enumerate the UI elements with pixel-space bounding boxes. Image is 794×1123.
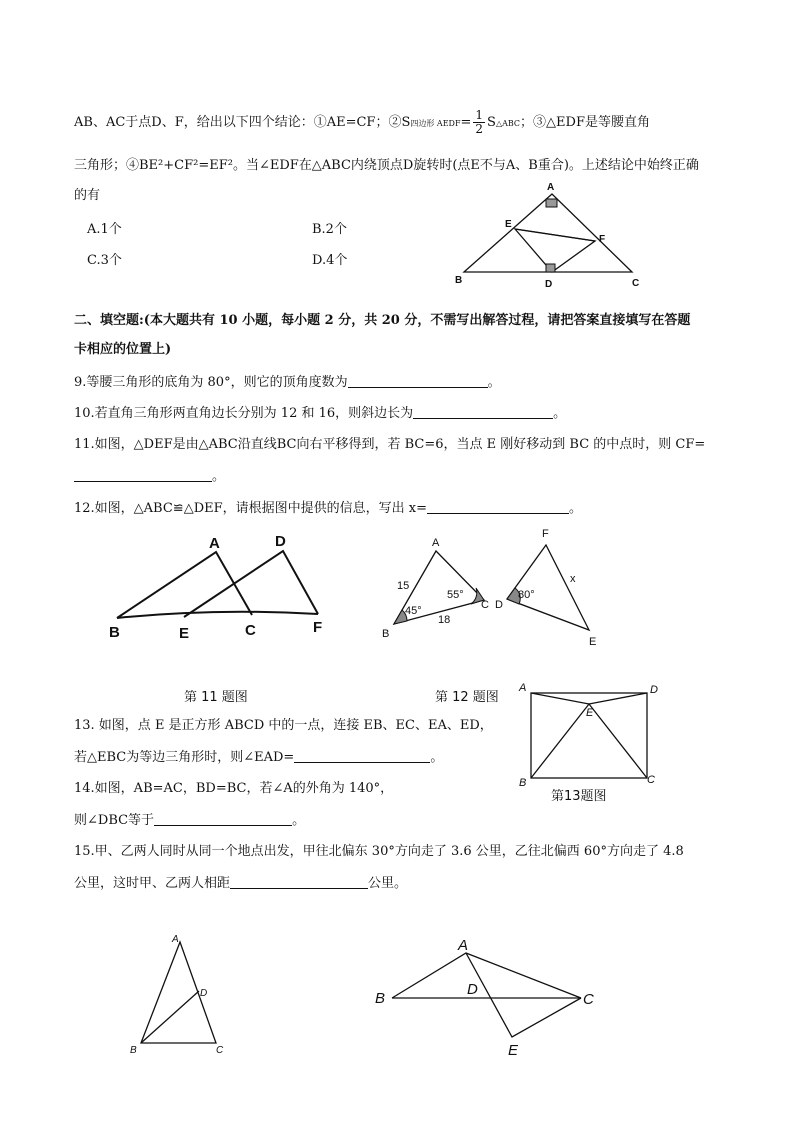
caption-figure-11: 第 11 题图 bbox=[184, 690, 248, 705]
q8-line3: 的有 bbox=[74, 188, 101, 203]
label-f: F bbox=[599, 234, 606, 245]
fig11-label-e: E bbox=[179, 625, 190, 642]
fig11-label-c: C bbox=[245, 622, 256, 639]
fig13-label-d: D bbox=[650, 684, 658, 696]
caption-figure-13: 第13题图 bbox=[551, 789, 607, 804]
caption-figure-12: 第 12 题图 bbox=[435, 690, 499, 705]
fig13-label-e: E bbox=[586, 707, 594, 719]
question-12: 12.如图，△ABC≌△DEF，请根据图中提供的信息，写出 x= 。 bbox=[74, 501, 582, 516]
fig12-angle-d: 80° bbox=[518, 589, 535, 601]
fig12-side-x: x bbox=[570, 573, 576, 585]
fig13-label-b: B bbox=[519, 777, 527, 789]
fig11-label-b: B bbox=[109, 624, 120, 641]
label-e: E bbox=[505, 219, 512, 230]
question-13-line1: 13. 如图，点 E 是正方形 ABCD 中的一点，连接 EB、EC、EA、ED， bbox=[74, 718, 493, 733]
fig12-label-b: B bbox=[382, 628, 390, 640]
fraction-one-half: $\frac{1}{2}$ bbox=[475, 108, 484, 136]
fig16-label-a: A bbox=[458, 937, 469, 954]
question-13-line2: 若△EBC为等边三角形时，则∠EAD= 。 bbox=[74, 750, 444, 765]
question-10: 10.若直角三角形两直角边长分别为 12 和 16，则斜边长为 。 bbox=[74, 406, 567, 421]
question-9: 9.等腰三角形的底角为 80°，则它的顶角度数为 。 bbox=[74, 375, 501, 390]
fig14-label-d: D bbox=[200, 988, 208, 999]
segment-bd bbox=[141, 991, 199, 1043]
question-15-line1: 15.甲、乙两人同时从同一个地点出发，甲往北偏东 30°方向走了 3.6 公里，乙往北偏西 60°方向走了 4.8 bbox=[74, 844, 684, 859]
label-b: B bbox=[455, 275, 463, 286]
fig12-angle-b: 45° bbox=[405, 605, 422, 617]
fig12-side-ab: 15 bbox=[397, 580, 410, 592]
label-c: C bbox=[632, 278, 640, 289]
fig14-label-c: C bbox=[216, 1045, 224, 1056]
fig14-label-a: A bbox=[172, 934, 179, 945]
fig12-label-c: C bbox=[481, 599, 489, 611]
q8-line2: 三角形；④BE²+CF²=EF²。当∠EDF在△ABC内绕顶点D旋转时(点E不与A、B重合)。上述结论中始终正确 bbox=[74, 158, 699, 173]
question-14-line1: 14.如图，AB=AC，BD=BC，若∠A的外角为 140°， bbox=[74, 781, 394, 796]
fig11-label-a: A bbox=[209, 535, 220, 552]
question-11-answer: 。 bbox=[74, 468, 225, 485]
option-b: B.2个 bbox=[312, 222, 347, 237]
label-d: D bbox=[545, 279, 553, 290]
option-a: A.1个 bbox=[87, 222, 122, 237]
fig13-label-a: A bbox=[519, 682, 527, 694]
fig14-label-b: B bbox=[130, 1045, 137, 1056]
question-14-line2: 则∠DBC等于 。 bbox=[74, 813, 306, 828]
fig12-label-f: F bbox=[542, 528, 549, 540]
question-11: 11.如图，△DEF是由△ABC沿直线BC向右平移得到，若 BC=6，当点 E 刚好移动到 BC 的中点时，则 CF= bbox=[74, 437, 706, 452]
section2-heading-line2: 卡相应的位置上) bbox=[74, 342, 172, 357]
q8-line1: AB、AC于点D、F，给出以下四个结论：①AE=CF；②S四边形 AEDF= $\frac{1}{2}$ S△ABC；③△EDF是等腰直角 bbox=[74, 108, 650, 136]
fig16-label-d: D bbox=[467, 981, 478, 998]
section2-heading-line1: 二、填空题:(本大题共有 10 小题，每小题 2 分，共 20 分，不需写出解答过程，请把答案直接填写在答题 bbox=[74, 313, 691, 328]
question-15-line2: 公里，这时甲、乙两人相距 公里。 bbox=[74, 876, 408, 891]
fig16-label-e: E bbox=[508, 1042, 519, 1059]
label-a: A bbox=[547, 182, 555, 193]
fig11-label-f: F bbox=[313, 619, 323, 636]
option-d: D.4个 bbox=[312, 253, 348, 268]
fig16-label-c: C bbox=[583, 991, 594, 1008]
fig16-label-b: B bbox=[375, 990, 386, 1007]
option-c: C.3个 bbox=[87, 253, 122, 268]
fig13-label-c: C bbox=[647, 774, 655, 786]
fig12-side-bc: 18 bbox=[438, 614, 451, 626]
segments-ae-ec bbox=[466, 953, 581, 1037]
fig12-label-d: D bbox=[495, 599, 503, 611]
fig12-label-a: A bbox=[432, 537, 440, 549]
fig12-angle-c: 55° bbox=[447, 589, 464, 601]
fig12-label-e: E bbox=[589, 636, 597, 648]
figure-16 bbox=[392, 953, 581, 1037]
fig11-label-d: D bbox=[275, 533, 286, 550]
